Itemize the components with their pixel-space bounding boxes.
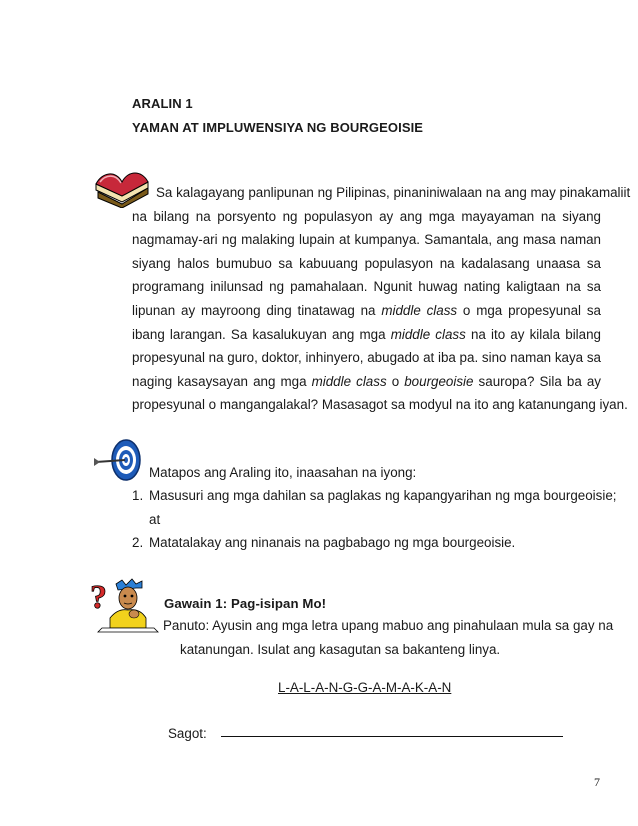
objective-text: Masusuri ang mga dahilan sa paglakas ng kapangyarihan ng mga bourgeoisie; xyxy=(149,488,617,503)
intro-line: nagmamay-ari ng malaking lupain at kumpanya. Samantala, ang masa naman xyxy=(132,232,601,248)
objective-number: 2. xyxy=(132,535,144,550)
objective-text-cont: at xyxy=(149,511,161,527)
answer-line[interactable] xyxy=(221,736,563,737)
intro-line: Sa kalagayang panlipunan ng Pilipinas, pinaniniwalaan na ang may pinakamaliit xyxy=(156,185,631,200)
lesson-title: YAMAN AT IMPLUWENSIYA NG BOURGEOISIE xyxy=(132,120,424,135)
intro-line: ibang larangan. Sa kasalukuyan ang mga middle class na ito ay kilala bilang xyxy=(132,326,601,342)
thinking-student-icon xyxy=(88,578,160,634)
activity-title: Gawain 1: Pag-isipan Mo! xyxy=(164,596,327,611)
intro-line: siyang halos bumubuo sa kabuuang populasyon na kadalasang unaasa sa xyxy=(132,255,601,271)
objective-item xyxy=(132,531,601,555)
answer-label: Sagot: xyxy=(168,726,207,741)
objectives-lead: Matapos ang Araling ito, inaasahan na iyong: xyxy=(149,465,417,480)
intro-line: naging kasaysayan ang mga middle class o bourgeoisie sauropa? Sila ba ay xyxy=(132,373,601,389)
target-icon xyxy=(92,438,144,482)
activity-instructions: Panuto: Ayusin ang mga letra upang mabuo ang pinahulaan mula sa gay na xyxy=(163,618,614,633)
activity-instructions-cont: katanungan. Isulat ang kasagutan sa bakanteng linya. xyxy=(180,642,501,657)
intro-paragraph xyxy=(132,181,631,417)
intro-line: propesyunal o mangangalakal? Masasagot sa modyul na ito ang katanungang iyan. xyxy=(132,397,628,413)
scrambled-word: L-A-L-A-N-G-G-A-M-A-K-A-N xyxy=(278,680,452,695)
intro-line: na bilang na porsyento ng populasyon ay ang mga mayayaman na siyang xyxy=(132,208,601,224)
svg-text:?: ? xyxy=(90,579,107,616)
lesson-label: ARALIN 1 xyxy=(132,96,193,111)
intro-line: propesyunal na guro, doktor, inhinyero, abugado at iba pa. sino naman kaya sa xyxy=(132,350,601,366)
objective-number: 1. xyxy=(132,488,144,503)
intro-line: programang inilunsad ng pamahalaan. Ngunit huwag nating kaligtaan na sa xyxy=(132,279,601,295)
intro-line: lipunan ay mayroong ding tinatawag na middle class o mga propesyunal sa xyxy=(132,302,601,318)
page-number: 7 xyxy=(594,775,600,789)
objective-text: Matatalakay ang ninanais na pagbabago ng mga bourgeoisie. xyxy=(149,535,516,550)
objective-item xyxy=(132,484,617,531)
